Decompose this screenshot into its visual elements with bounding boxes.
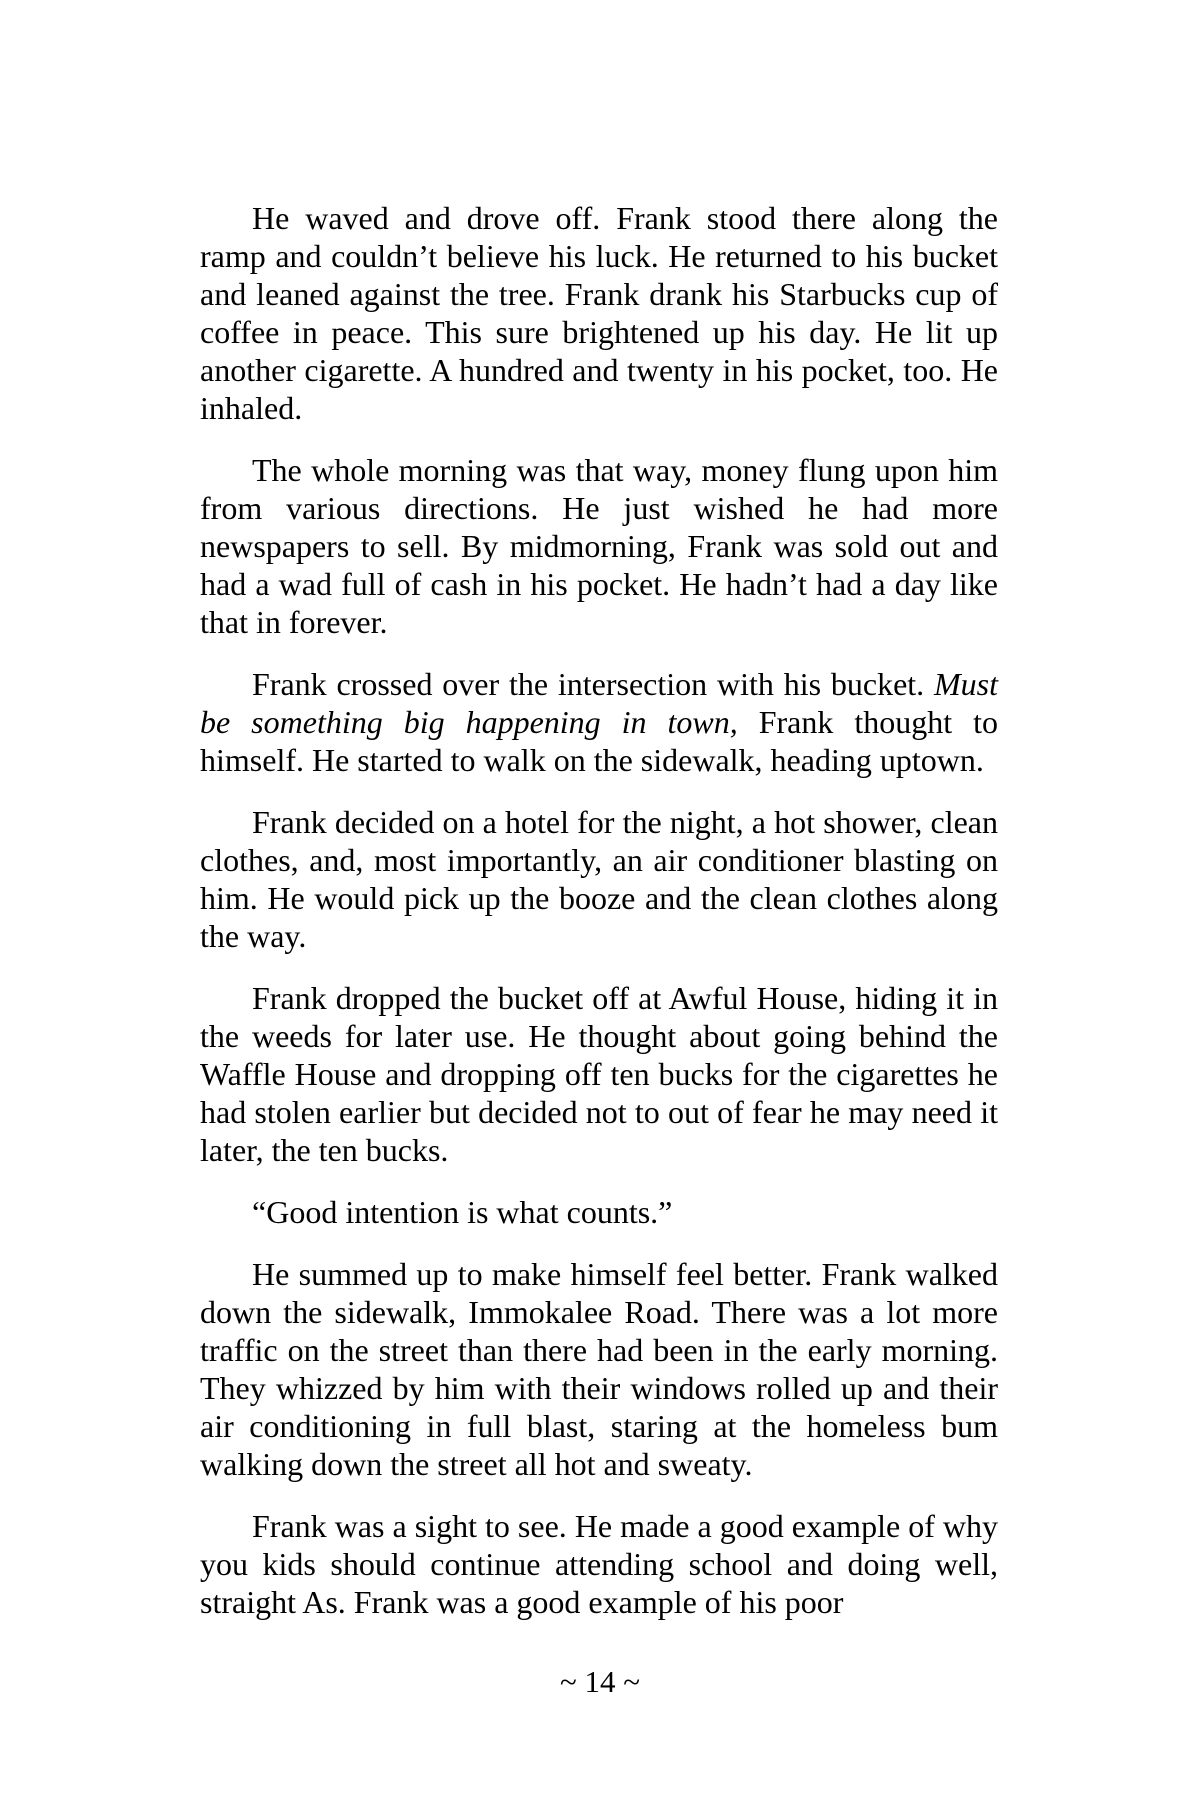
paragraph xyxy=(200,1193,998,1231)
text-run: Frank decided on a hotel for the night, a hot shower, clean clothes, and, most importantly, an air conditioner blasting on him. He would pick up the booze and the clean clothes along the way. xyxy=(200,804,998,954)
text-run: Frank thought to himself. He started to walk on the sidewalk, heading uptown. xyxy=(200,704,999,778)
text-block xyxy=(200,199,998,1645)
text-run: He summed up to make himself feel better. Frank walked down the sidewalk, Immokalee Road. There was a lot more traffic on the street than there had been in the early morning. They whizzed by him with their windows rolled up and their air conditioning in full blast, staring at the homeless bum walking down the street all hot and sweaty. xyxy=(200,1256,998,1482)
paragraph xyxy=(200,451,998,641)
paragraph xyxy=(200,1507,998,1621)
page-number: ~ 14 ~ xyxy=(559,1664,641,1699)
text-run: Frank was a sight to see. He made a good example of why you kids should continue attending school and doing well, straight As. Frank was a good example of his poor xyxy=(200,1508,998,1620)
paragraph xyxy=(200,199,998,427)
text-run: Frank dropped the bucket off at Awful House, hiding it in the weeds for later use. He thought about going behind the Waffle House and dropping off ten bucks for the cigarettes he had stolen earlier but decided not to out of fear he may need it later, the ten bucks. xyxy=(200,980,998,1168)
text-run: “Good intention is what counts.” xyxy=(252,1194,673,1230)
text-run: The whole morning was that way, money flung upon him from various directions. He just wished he had more newspapers to sell. By midmorning, Frank was sold out and had a wad full of cash in his pocket. He hadn’t had a day like that in forever. xyxy=(200,452,998,640)
text-run: Frank crossed over the intersection with his bucket. xyxy=(252,666,934,702)
paragraph xyxy=(200,665,998,779)
paragraph xyxy=(200,803,998,955)
text-run: He waved and drove off. Frank stood there along the ramp and couldn’t believe his luck. He returned to his bucket and leaned against the tree. Frank drank his Starbucks cup of coffee in peace. This sure brightened up his day. He lit up another cigarette. A hundred and twenty in his pocket, too. He inhaled. xyxy=(200,200,998,426)
paragraph xyxy=(200,1255,998,1483)
italic-phrase: Must be something big happening in town, xyxy=(200,666,998,740)
paragraph xyxy=(200,979,998,1169)
